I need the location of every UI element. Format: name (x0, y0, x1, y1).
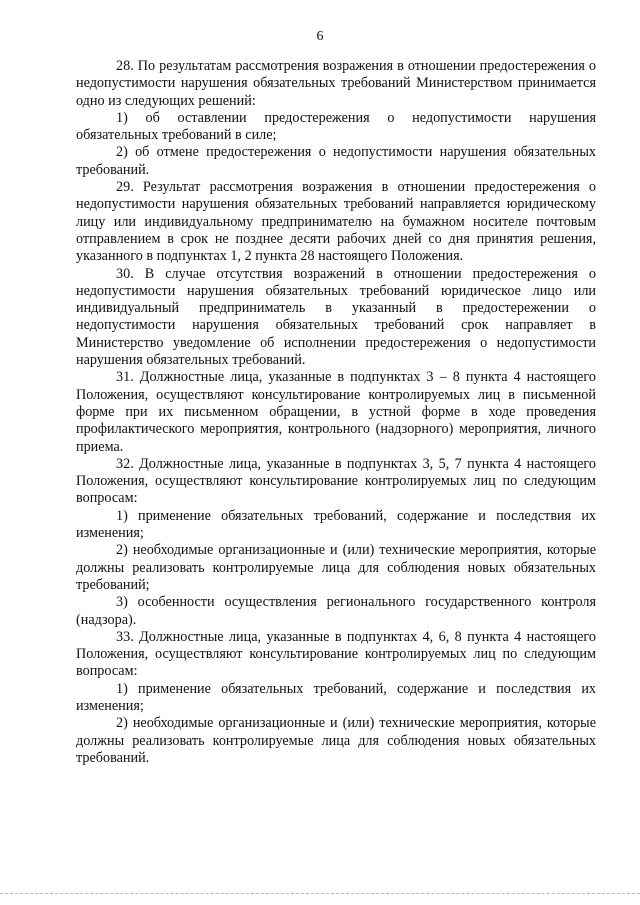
paragraph-28: 28. По результатам рассмотрения возражения в отношении предостережения о недопустимости нарушения обязательных требований Министерством принимается одно из следующих решений: (76, 58, 596, 109)
paragraph-30: 30. В случае отсутствия возражений в отношении предостережения о недопустимости нарушения обязательных требований юридическое лицо или индивидуальный предприниматель в указанный в предостережении о недопустимости нарушения обязательных требований срок направляет в Министерство уведомление об исполнении предостережения о недопустимости нарушения обязательных требований. (76, 265, 596, 369)
paragraph-32: 32. Должностные лица, указанные в подпунктах 3, 5, 7 пункта 4 настоящего Положения, осуществляют консультирование контролируемых лиц по следующим вопросам: (76, 455, 596, 507)
document-body (76, 58, 596, 767)
paragraph-29: 29. Результат рассмотрения возражения в отношении предостережения о недопустимости нарушения обязательных требований направляется юридическому лицу или индивидуальному предпринимателю на бумажном носителе почтовым отправлением в срок не позднее десяти рабочих дней со дня принятия решения, указанного в подпунктах 1, 2 пункта 28 настоящего Положения. (76, 179, 596, 265)
paragraph-33-item-1: 1) применение обязательных требований, содержание и последствия их изменения; (76, 680, 596, 714)
paragraph-33-item-2: 2) необходимые организационные и (или) технические мероприятия, которые должны реализовать контролируемые лица для соблюдения новых обязательных требований. (76, 715, 596, 766)
paragraph-31: 31. Должностные лица, указанные в подпунктах 3 – 8 пункта 4 настоящего Положения, осуществляют консультирование контролируемых лиц в письменной форме при их письменном обращении, в устной форме в ходе проведения профилактического мероприятия, контрольного (надзорного) мероприятия, личного приема. (76, 369, 596, 455)
paragraph-28-item-1: 1) об оставлении предостережения о недопустимости нарушения обязательных требований в силе; (76, 109, 596, 144)
paragraph-32-item-1: 1) применение обязательных требований, содержание и последствия их изменения; (76, 507, 596, 542)
paragraph-32-item-3: 3) особенности осуществления регионального государственного контроля (надзора). (76, 594, 596, 628)
paragraph-28-item-2: 2) об отмене предостережения о недопустимости нарушения обязательных требований. (76, 144, 596, 178)
bottom-scan-edge (0, 893, 640, 894)
page-number: 6 (316, 29, 324, 44)
paragraph-32-item-2: 2) необходимые организационные и (или) технические мероприятия, которые должны реализовать контролируемые лица для соблюдения новых обязательных требований; (76, 542, 596, 593)
paragraph-33: 33. Должностные лица, указанные в подпунктах 4, 6, 8 пункта 4 настоящего Положения, осуществляют консультирование контролируемых лиц по следующим вопросам: (76, 628, 596, 680)
